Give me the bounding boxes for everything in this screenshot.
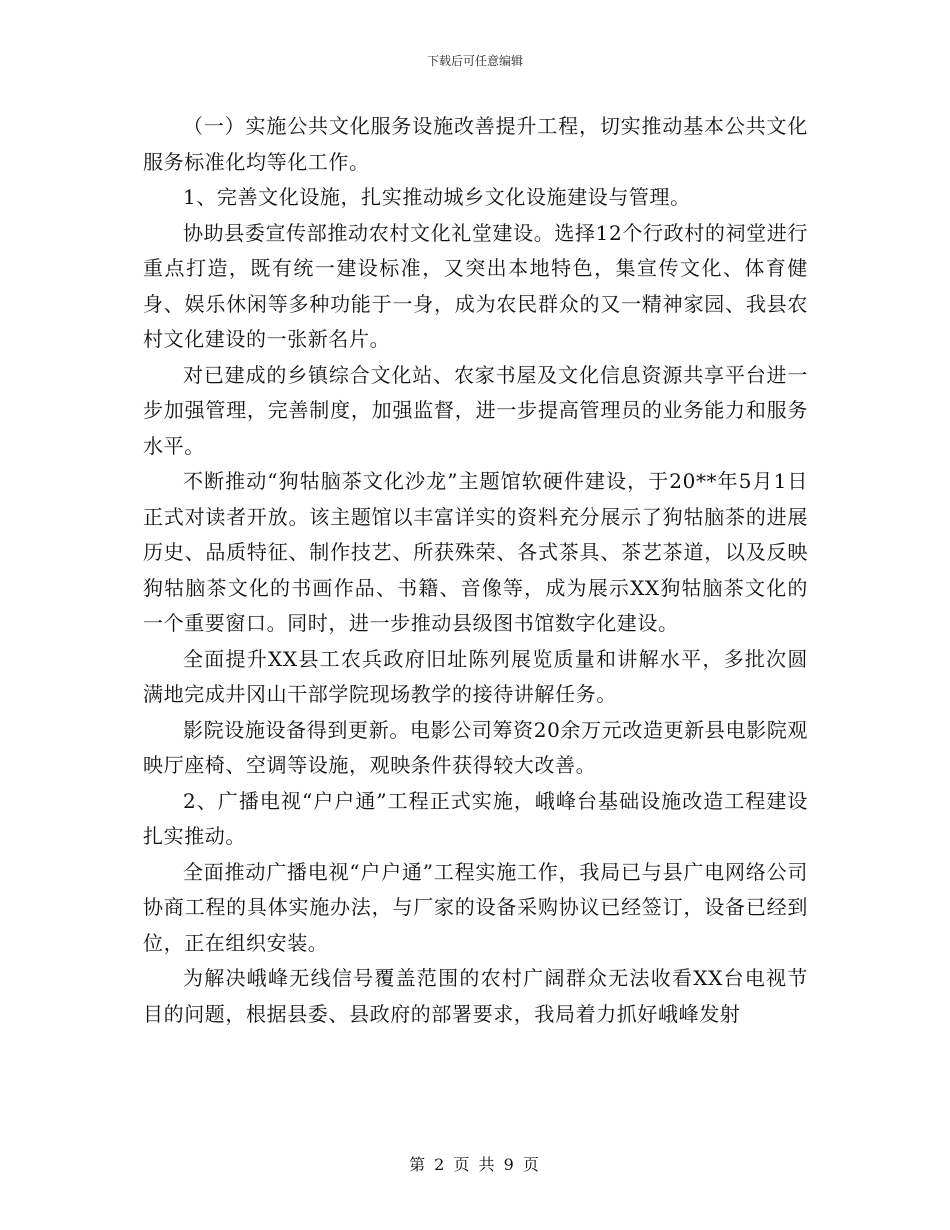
paragraph-tea-salon: 不断推动“狗牯脑茶文化沙龙”主题馆软硬件建设，于20**年5月1日正式对读者开放。该主题馆以丰富详实的资料充分展示了狗牯脑茶的进展历史、品质特征、制作技艺、所获殊荣、各式茶具、茶艺茶道，以及反映狗牯脑茶文化的书画作品、书籍、音像等，成为展示XX狗牯脑茶文化的一个重要窗口。同时，进一步推动县级图书馆数字化建设。 — [143, 469, 808, 635]
paragraph-station-management: 对已建成的乡镇综合文化站、农家书屋及文化信息资源共享平台进一步加强管理，完善制度，加强监督，进一步提高管理员的业务能力和服务水平。 — [143, 362, 808, 458]
paragraph-section-heading: （一）实施公共文化服务设施改善提升工程，切实推动基本公共文化服务标准化均等化工作。 — [143, 114, 808, 174]
paragraph-signal-coverage: 为解决峨峰无线信号覆盖范围的农村广阔群众无法收看XX台电视节目的问题，根据县委、县政府的部署要求，我局着力抓好峨峰发射 — [143, 966, 808, 1026]
page-header: 下载后可任意编辑 — [426, 54, 523, 68]
paragraph-huhutong: 全面推动广播电视“户户通”工程实施工作，我局已与县广电网络公司协商工程的具体实施办法，与厂家的设备采购协议已经签订，设备已经到位，正在组织安装。 — [143, 859, 808, 955]
paragraph-exhibition: 全面提升XX县工农兵政府旧址陈列展览质量和讲解水平，多批次圆满地完成井冈山干部学院现场教学的接待讲解任务。 — [143, 646, 808, 706]
paragraph-culture-hall: 协助县委宣传部推动农村文化礼堂建设。选择12个行政村的祠堂进行重点打造，既有统一建设标准，又突出本地特色，集宣传文化、体育健身、娱乐休闲等多种功能于一身，成为农民群众的又一精神家园、我县农村文化建设的一张新名片。 — [143, 220, 808, 351]
paragraph-subheading-2: 2、广播电视“户户通”工程正式实施，峨峰台基础设施改造工程建设扎实推动。 — [143, 788, 808, 848]
paragraph-subheading-1: 1、完善文化设施，扎实推动城乡文化设施建设与管理。 — [183, 185, 691, 209]
document-body — [143, 109, 808, 1032]
page-number: 第 2 页 共 9 页 — [409, 1155, 541, 1174]
paragraph-cinema: 影院设施设备得到更新。电影公司筹资20余万元改造更新县电影院观映厅座椅、空调等设施，观映条件获得较大改善。 — [143, 717, 808, 777]
